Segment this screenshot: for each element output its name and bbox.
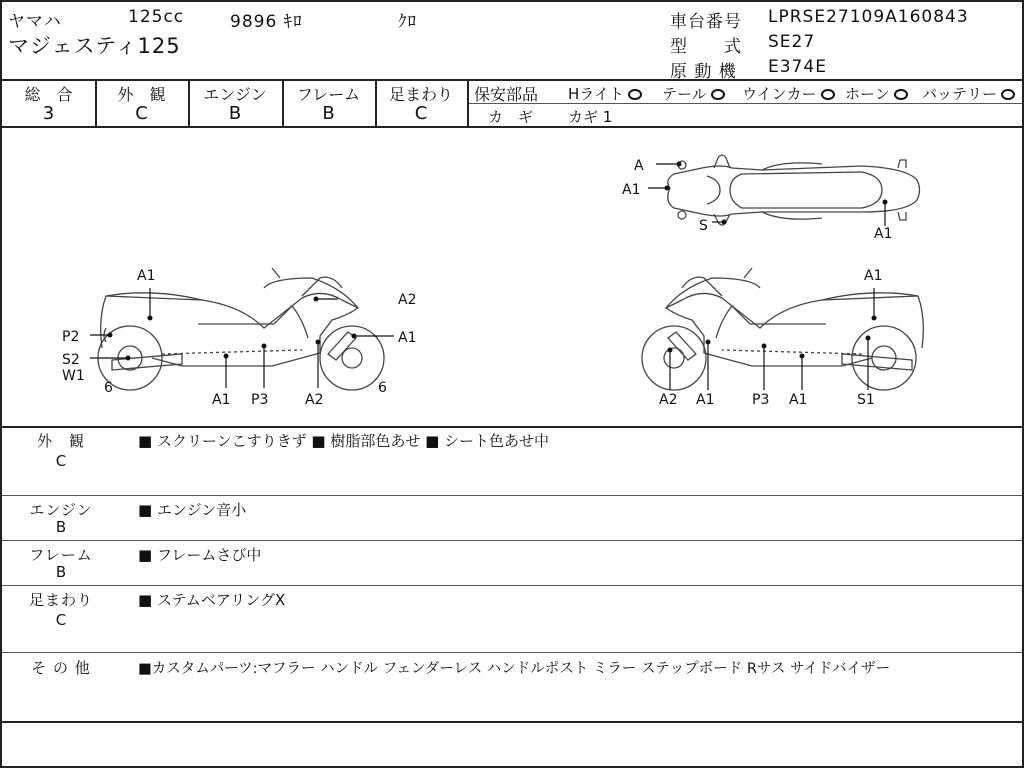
section-label: 外 観 (36, 432, 85, 450)
grade-exterior-label: 外 観 (117, 85, 166, 104)
color: ｸﾛ (398, 12, 417, 32)
scooter-right-view (642, 268, 923, 390)
grade-frame-value: B (322, 103, 335, 124)
leader-dots (108, 162, 888, 361)
leader-lines (90, 164, 885, 390)
section-other (2, 653, 1022, 721)
section-label: フレーム (29, 546, 93, 564)
divider (2, 721, 1022, 723)
scooter-top-view (668, 155, 920, 225)
section-note: ■カスタムパーツ:マフラー ハンドル フェンダーレス ハンドルポスト ミラー ステップボード Rサス サイドバイザー (138, 661, 891, 677)
scooter-left-view (98, 268, 384, 390)
mileage: 9896 ｷﾛ (230, 12, 303, 32)
key-value: カギ 1 (568, 108, 613, 126)
section-label: そ の 他 (31, 659, 91, 677)
section-note: ■ ステムベアリングX (138, 591, 286, 609)
safety-item-label: Hライト (568, 85, 624, 103)
key-label: カ ギ (488, 108, 534, 126)
section-frame (2, 541, 1022, 585)
diagram-label: A2 (659, 392, 678, 408)
section-grade: C (55, 452, 67, 470)
section-grade: C (55, 611, 67, 629)
safety-item (845, 83, 908, 104)
diagram-label: A2 (398, 292, 417, 308)
diagram-label: P3 (251, 392, 269, 408)
diagram-label: A1 (622, 182, 641, 198)
diagram-label: A1 (137, 268, 156, 284)
safety-item (742, 83, 835, 104)
safety-item (568, 83, 642, 104)
scooter-diagram (2, 128, 1022, 426)
diagram-label: 6 (104, 380, 113, 396)
safety-item (922, 83, 1015, 104)
section-label: 足まわり (28, 591, 93, 609)
diagram-label: A1 (789, 392, 808, 408)
diagram-label: A1 (696, 392, 715, 408)
safety-item-label: ホーン (845, 85, 890, 103)
section-grade: B (55, 563, 67, 581)
diagram-label: A1 (874, 226, 893, 242)
safety-item-label: バッテリー (922, 85, 998, 103)
diagram-label: S (699, 218, 708, 234)
section-grade: B (55, 518, 67, 536)
grade-suspension-label: 足まわり (388, 85, 453, 104)
section-label: エンジン (29, 501, 93, 519)
diagram-label: P2 (62, 329, 80, 345)
model-name: マジェスティ125 (8, 34, 181, 58)
safety-item-label: ウインカー (742, 85, 817, 103)
grade-suspension-value: C (414, 103, 428, 124)
grade-exterior-value: C (135, 103, 148, 124)
diagram-label: W1 (62, 368, 85, 384)
diagram-label: A1 (864, 268, 883, 284)
safety-item (662, 83, 725, 104)
section-suspension (2, 586, 1022, 652)
grade-frame-label: フレーム (296, 85, 361, 104)
diagram-label: A1 (398, 330, 417, 346)
engine-label: 原 動 機 (670, 62, 737, 82)
section-note: ■ エンジン音小 (138, 501, 247, 519)
grade-total-label: 総 合 (24, 85, 73, 104)
section-engine (2, 496, 1022, 540)
ok-circle-icon (1001, 89, 1015, 100)
displacement: 125cc (128, 7, 185, 27)
ok-circle-icon (821, 89, 835, 100)
safety-title: 保安部品 (474, 85, 539, 104)
divider (467, 79, 469, 126)
engine-value: E374E (768, 57, 827, 77)
diagram-label: 6 (378, 380, 387, 396)
section-exterior (2, 427, 1022, 495)
diagram-label: A2 (305, 392, 324, 408)
diagram-label: S2 (62, 352, 80, 368)
type-value: SE27 (768, 32, 816, 52)
diagram-label: P3 (752, 392, 770, 408)
safety-item-label: テール (662, 85, 707, 103)
maker: ヤマハ (8, 12, 62, 32)
frame-no-label: 車台番号 (670, 12, 742, 32)
section-note: ■ スクリーンこすりきず ■ 樹脂部色あせ ■ シート色あせ中 (138, 432, 550, 450)
diagram-label: A1 (212, 392, 231, 408)
grade-total-value: 3 (42, 103, 55, 124)
divider (2, 79, 1022, 81)
ok-circle-icon (894, 89, 908, 100)
diagram-label: A (634, 158, 644, 174)
type-label: 型 式 (670, 37, 742, 57)
section-note: ■ フレームさび中 (138, 546, 262, 564)
ok-circle-icon (711, 89, 725, 100)
diagram-label: S1 (857, 392, 875, 408)
frame-no: LPRSE27109A160843 (768, 7, 969, 27)
grade-engine-label: エンジン (203, 85, 267, 104)
ok-circle-icon (628, 89, 642, 100)
grade-engine-value: B (228, 103, 242, 124)
